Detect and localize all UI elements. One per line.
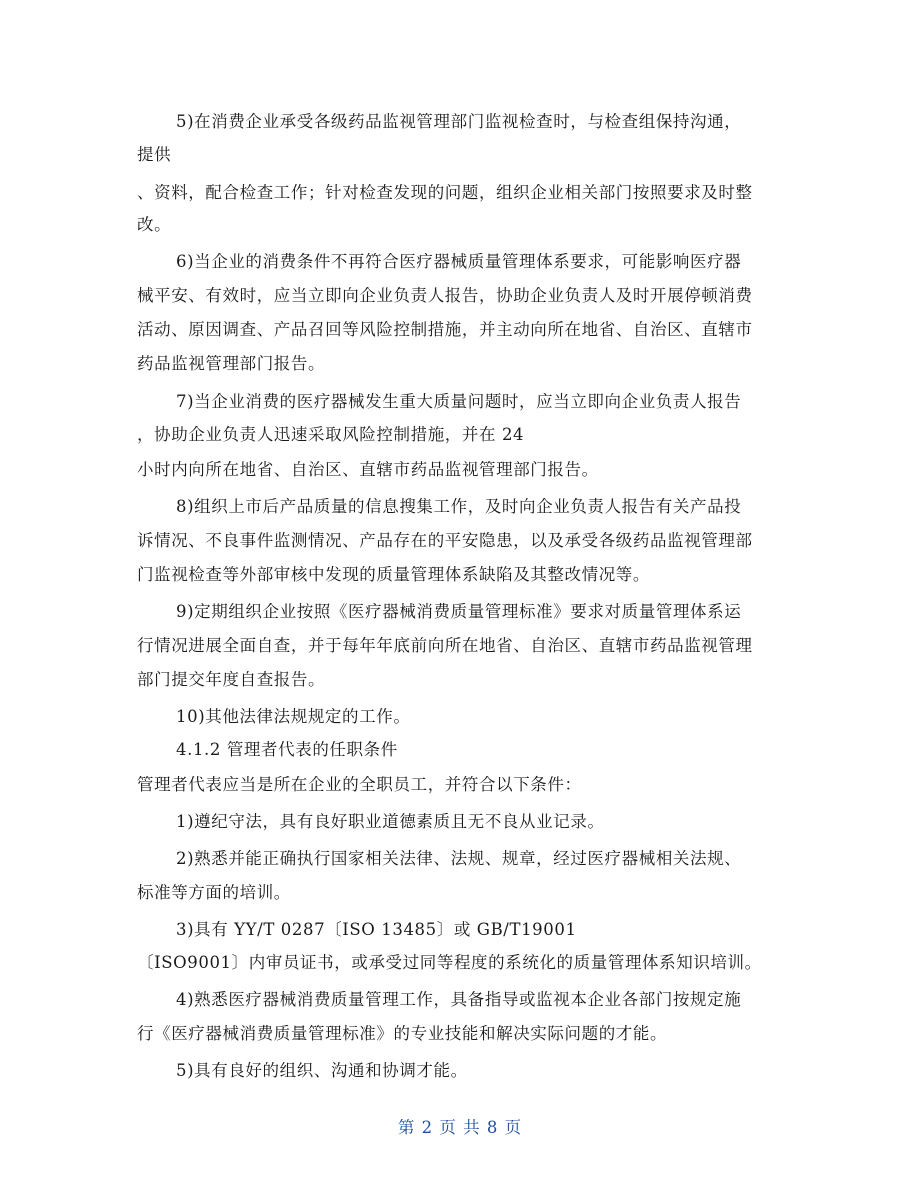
paragraph-5-line-4: 改。 xyxy=(137,215,172,234)
condition-1: 1)遵纪守法，具有良好职业道德素质且无不良从业记录。 xyxy=(176,812,605,831)
paragraph-9-line-2: 行情况进展全面自查，并于每年年底前向所在地省、自治区、直辖市药品监视管理 xyxy=(137,636,753,655)
section-intro: 管理者代表应当是所在企业的全职员工，并符合以下条件： xyxy=(137,775,582,794)
page-number-footer: 第 2 页 共 8 页 xyxy=(397,1118,523,1137)
condition-5: 5)具有良好的组织、沟通和协调才能。 xyxy=(176,1061,468,1080)
paragraph-6-line-2: 械平安、有效时，应当立即向企业负责人报告，协助企业负责人及时开展停顿消费 xyxy=(137,286,753,305)
condition-3-line-2: 〔ISO9001〕内审员证书，或承受过同等程度的系统化的质量管理体系知识培训。 xyxy=(137,953,762,972)
paragraph-5-line-1: 5)在消费企业承受各级药品监视管理部门监视检查时，与检查组保持沟通， xyxy=(176,112,742,131)
condition-2-line-1: 2)熟悉并能正确执行国家相关法律、法规、规章，经过医疗器械相关法规、 xyxy=(176,849,742,868)
condition-4-line-2: 行《医疗器械消费质量管理标准》的专业技能和解决实际问题的才能。 xyxy=(137,1024,668,1043)
paragraph-6-line-1: 6)当企业的消费条件不再符合医疗器械质量管理体系要求，可能影响医疗器 xyxy=(176,252,742,271)
paragraph-8-line-2: 诉情况、不良事件监测情况、产品存在的平安隐患，以及承受各级药品监视管理部 xyxy=(137,531,753,550)
paragraph-7-line-1: 7)当企业消费的医疗器械发生重大质量问题时，应当立即向企业负责人报告 xyxy=(176,392,742,411)
paragraph-8-line-3: 门监视检查等外部审核中发现的质量管理体系缺陷及其整改情况等。 xyxy=(137,565,650,584)
paragraph-9-line-1: 9)定期组织企业按照《医疗器械消费质量管理标准》要求对质量管理体系运 xyxy=(176,602,742,621)
paragraph-10: 10)其他法律法规规定的工作。 xyxy=(176,707,411,726)
paragraph-5-line-3: 、资料，配合检查工作；针对检查发现的问题，组织企业相关部门按照要求及时整 xyxy=(137,183,753,202)
condition-4-line-1: 4)熟悉医疗器械消费质量管理工作，具备指导或监视本企业各部门按规定施 xyxy=(176,990,742,1009)
condition-2-line-2: 标准等方面的培训。 xyxy=(137,883,291,902)
paragraph-5-line-2: 提供 xyxy=(137,145,172,164)
paragraph-6-line-3: 活动、原因调查、产品召回等风险控制措施，并主动向所在地省、自治区、直辖市 xyxy=(137,320,753,339)
paragraph-6-line-4: 药品监视管理部门报告。 xyxy=(137,354,326,373)
paragraph-8-line-1: 8)组织上市后产品质量的信息搜集工作，及时向企业负责人报告有关产品投 xyxy=(176,497,742,516)
section-heading: 4.1.2 管理者代表的任职条件 xyxy=(176,740,398,759)
paragraph-9-line-3: 部门提交年度自查报告。 xyxy=(137,670,326,689)
paragraph-7-line-3: 小时内向所在地省、自治区、直辖市药品监视管理部门报告。 xyxy=(137,460,599,479)
condition-3-line-1: 3)具有 YY/T 0287〔ISO 13485〕或 GB/T19001 xyxy=(176,920,577,939)
paragraph-7-line-2: ，协助企业负责人迅速采取风险控制措施，并在 24 xyxy=(137,425,525,444)
